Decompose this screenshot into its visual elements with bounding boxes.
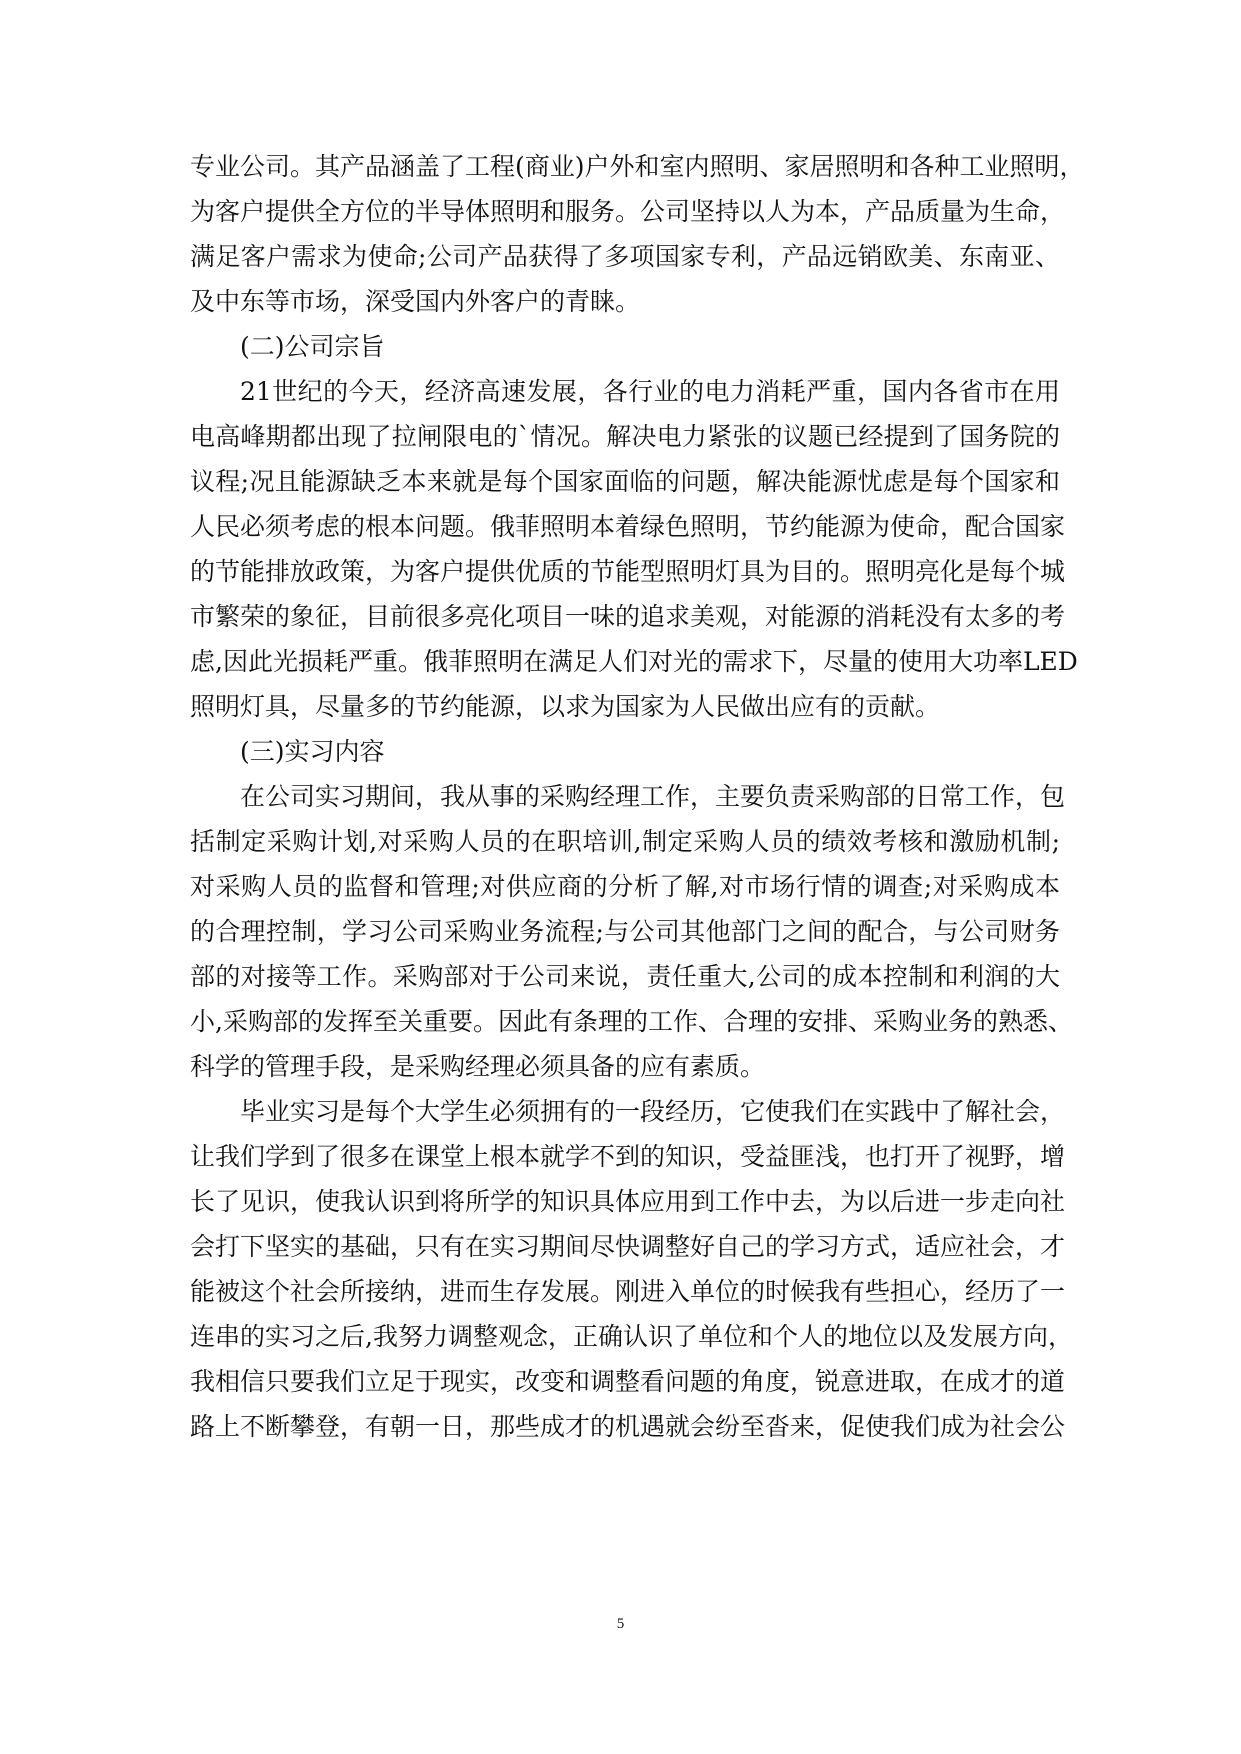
text-line: 科学的管理手段，是采购经理必须具备的应有素质。 <box>190 1052 766 1081</box>
text-line: 括制定采购计划,对采购人员的在职培训,制定采购人员的绩效考核和激励机制; <box>190 827 1060 856</box>
text-line: 毕业实习是每个大学生必须拥有的一段经历，它使我们在实践中了解社会， <box>240 1097 1066 1126</box>
text-line: 长了见识，使我认识到将所学的知识具体应用到工作中去，为以后进一步走向社 <box>190 1187 1066 1216</box>
text-line: (二)公司宗旨 <box>240 332 385 361</box>
text-line: 照明灯具，尽量多的节约能源，以求为国家为人民做出应有的贡献。 <box>190 692 941 721</box>
text-line: 的节能排放政策，为客户提供优质的节能型照明灯具为目的。照明亮化是每个城 <box>190 557 1066 586</box>
text-line: 路上不断攀登，有朝一日，那些成才的机遇就会纷至沓来，促使我们成为社会公 <box>190 1412 1066 1441</box>
text-line: 21世纪的今天，经济高速发展，各行业的电力消耗严重，国内各省市在用 <box>240 377 1060 406</box>
body-text <box>190 144 1085 1449</box>
text-line: 虑,因此光损耗严重。俄菲照明在满足人们对光的需求下，尽量的使用大功率LED <box>190 647 1078 676</box>
text-line: 让我们学到了很多在课堂上根本就学不到的知识，受益匪浅，也打开了视野，增 <box>190 1142 1066 1171</box>
text-line: 议程;况且能源缺乏本来就是每个国家面临的问题，解决能源忧虑是每个国家和 <box>190 467 1060 496</box>
text-line: 能被这个社会所接纳，进而生存发展。刚进入单位的时候我有些担心，经历了一 <box>190 1277 1066 1306</box>
text-line: 市繁荣的象征，目前很多亮化项目一味的追求美观，对能源的消耗没有太多的考 <box>190 602 1066 631</box>
text-line: 人民必须考虑的根本问题。俄菲照明本着绿色照明，节约能源为使命，配合国家 <box>190 512 1066 541</box>
text-line: 满足客户需求为使命;公司产品获得了多项国家专利，产品远销欧美、东南亚、 <box>190 242 1060 271</box>
page-number: 5 <box>616 1616 625 1632</box>
text-line: 小,采购部的发挥至关重要。因此有条理的工作、合理的安排、采购业务的熟悉、 <box>190 1007 1073 1036</box>
text-line: 在公司实习期间，我从事的采购经理工作，主要负责采购部的日常工作，包 <box>240 782 1066 811</box>
text-line: (三)实习内容 <box>240 737 385 766</box>
text-line: 对采购人员的监督和管理;对供应商的分析了解,对市场行情的调查;对采购成本 <box>190 872 1060 901</box>
text-line: 会打下坚实的基础，只有在实习期间尽快调整好自己的学习方式，适应社会，才 <box>190 1232 1066 1261</box>
text-line: 及中东等市场，深受国内外客户的青睐。 <box>190 287 641 316</box>
text-line: 专业公司。其产品涵盖了工程(商业)户外和室内照明、家居照明和各种工业照明， <box>190 152 1085 181</box>
text-line: 电高峰期都出现了拉闸限电的`情况。解决电力紧张的议题已经提到了国务院的 <box>190 422 1060 451</box>
text-line: 的合理控制，学习公司采购业务流程;与公司其他部门之间的配合，与公司财务 <box>190 917 1060 946</box>
text-line: 部的对接等工作。采购部对于公司来说，责任重大,公司的成本控制和利润的大 <box>190 962 1060 991</box>
text-line: 我相信只要我们立足于现实，改变和调整看问题的角度，锐意进取，在成才的道 <box>190 1367 1066 1396</box>
text-line: 连串的实习之后,我努力调整观念，正确认识了单位和个人的地位以及发展方向， <box>190 1322 1073 1351</box>
text-line: 为客户提供全方位的半导体照明和服务。公司坚持以人为本，产品质量为生命， <box>190 197 1066 226</box>
